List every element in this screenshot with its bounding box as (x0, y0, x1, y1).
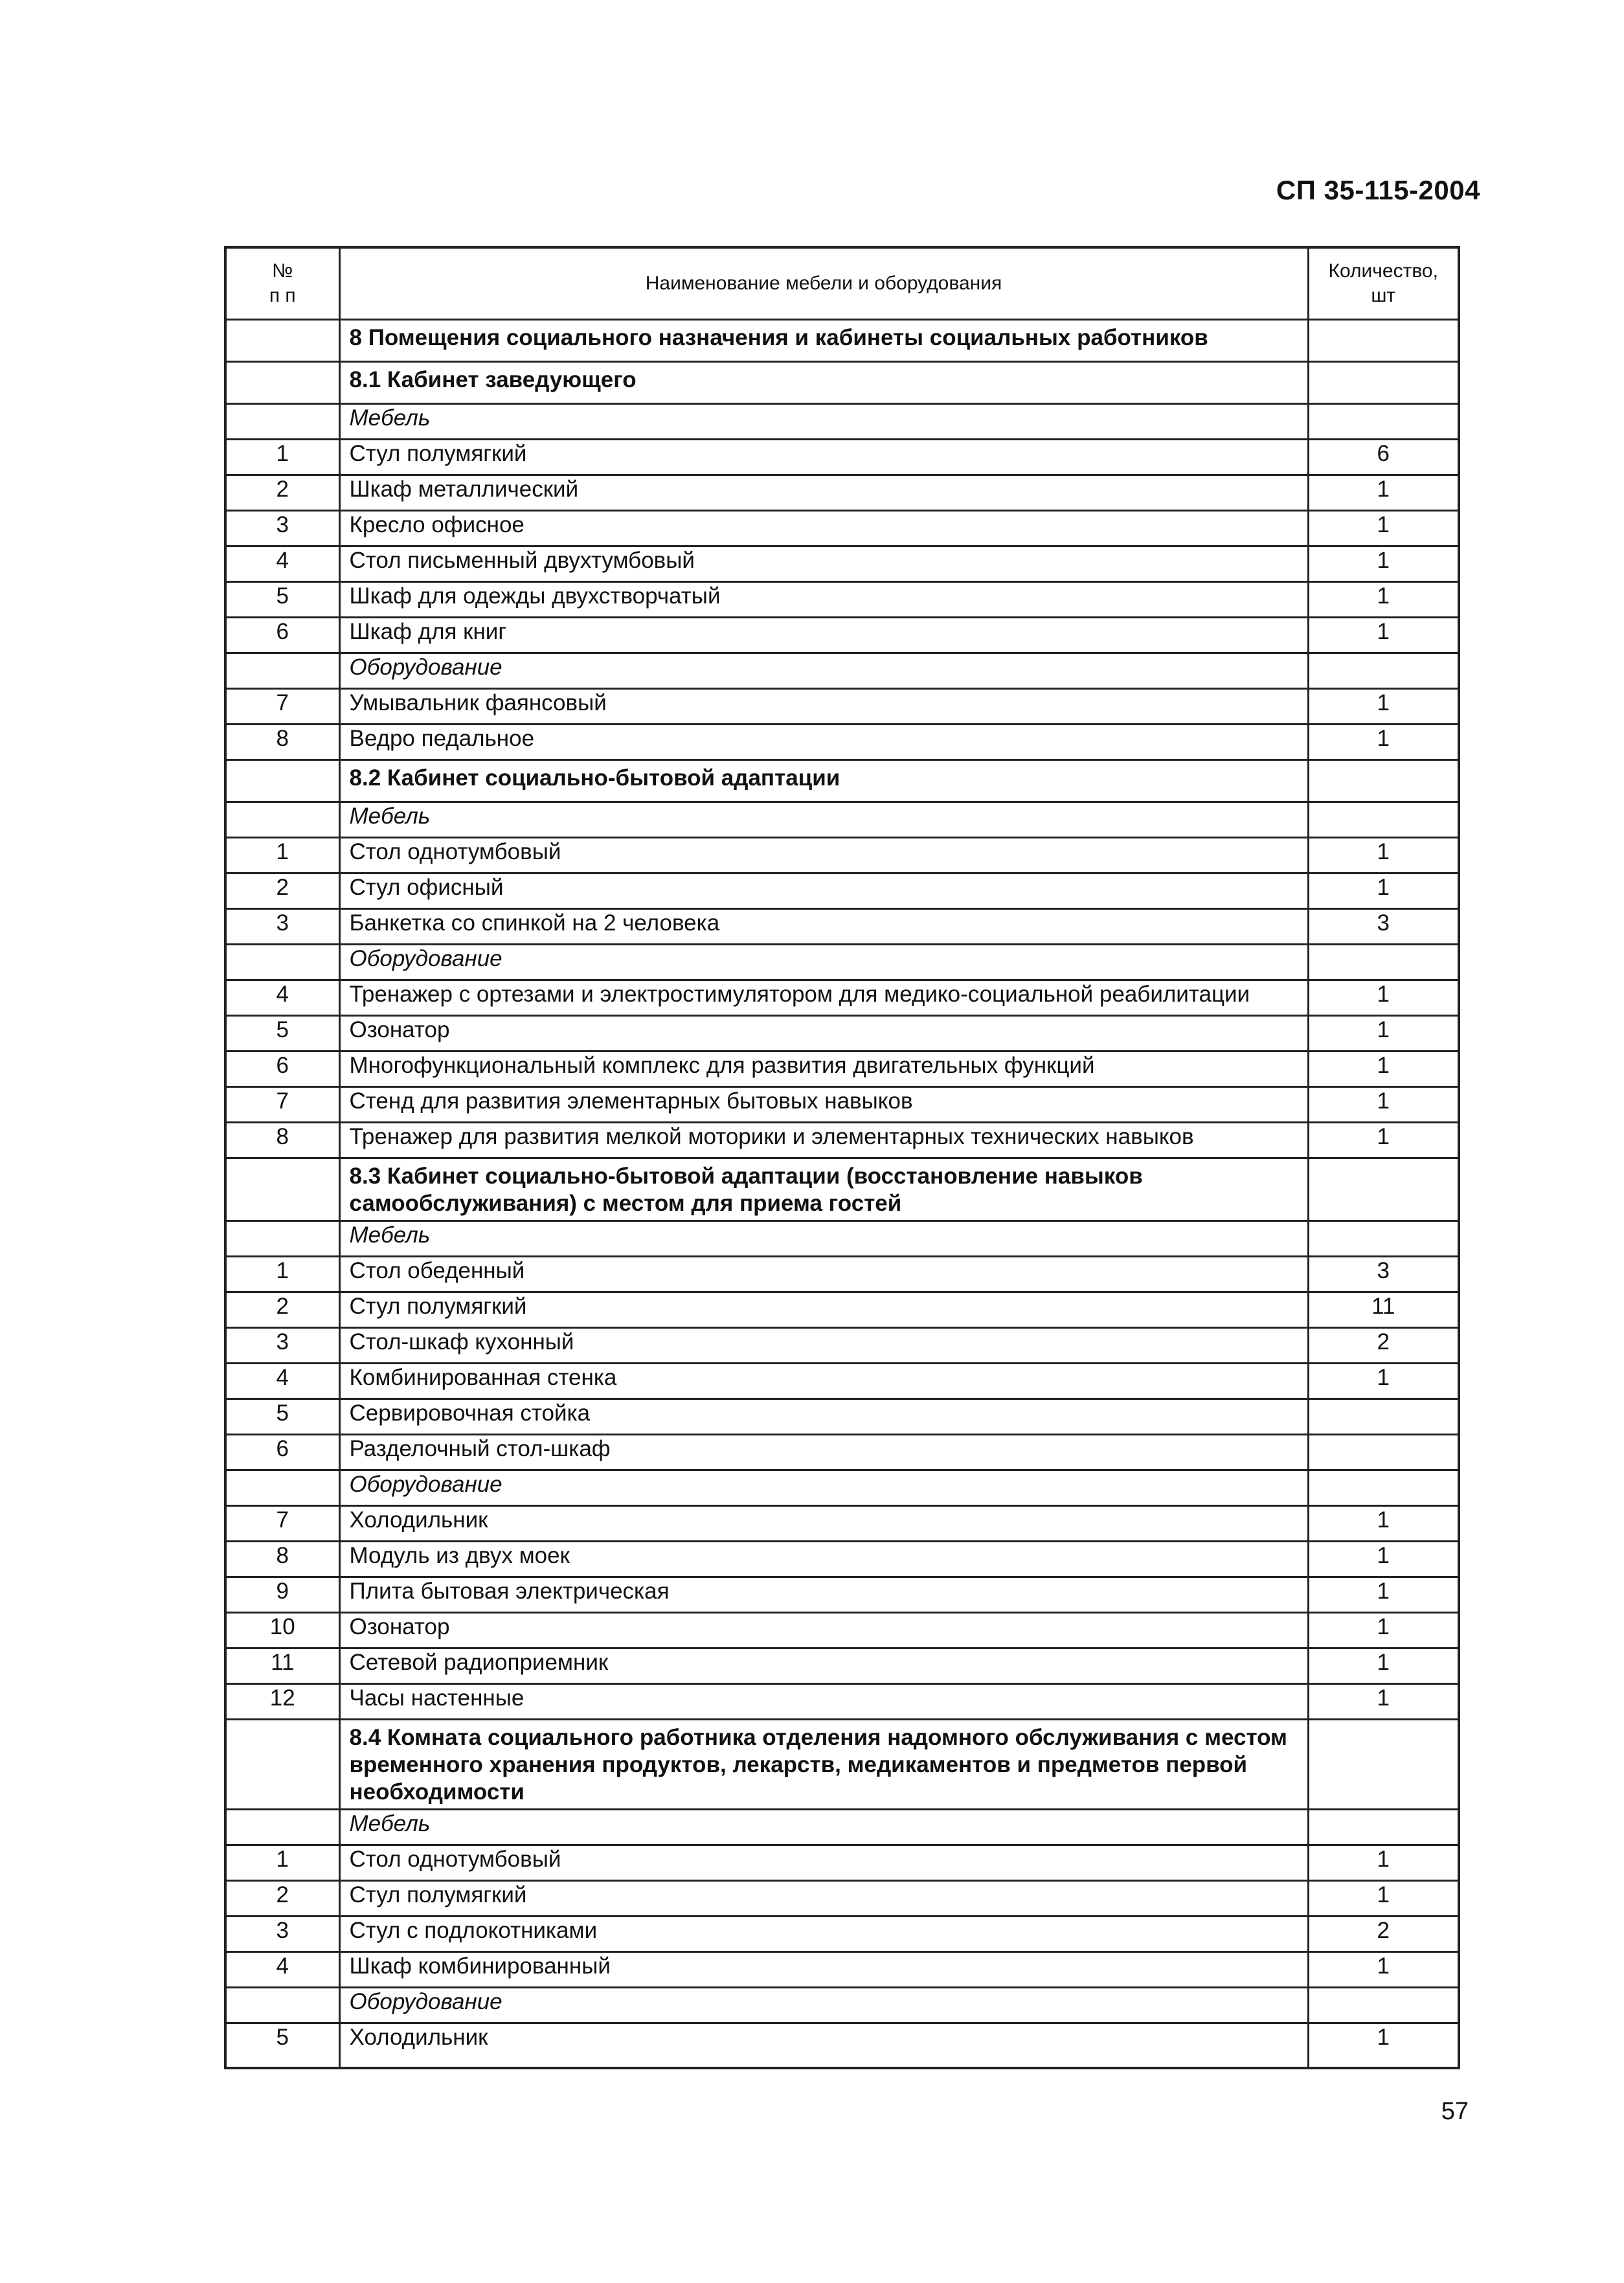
row-number-cell: 6 (225, 618, 339, 653)
item-name-cell: Мебель (339, 802, 1308, 838)
row-number-cell: 2 (225, 873, 339, 909)
row-number-cell: 7 (225, 1506, 339, 1542)
row-number-cell: 8 (225, 1542, 339, 1577)
table-row (225, 1952, 1459, 1988)
item-name-cell: Оборудование (339, 1988, 1308, 2023)
item-name-cell: Оборудование (339, 653, 1308, 689)
table-row (225, 1292, 1459, 1328)
row-number-cell: 2 (225, 1292, 339, 1328)
quantity-cell: 1 (1308, 1952, 1459, 1988)
item-name-cell: Стол-шкаф кухонный (339, 1328, 1308, 1364)
row-number-cell: 7 (225, 689, 339, 725)
quantity-cell (1308, 1435, 1459, 1470)
item-name-cell: Модуль из двух моек (339, 1542, 1308, 1577)
table-row (225, 909, 1459, 945)
table-row (225, 725, 1459, 760)
quantity-cell: 1 (1308, 1123, 1459, 1158)
quantity-cell: 2 (1308, 1328, 1459, 1364)
row-number-cell: 3 (225, 1917, 339, 1952)
item-name-cell: Оборудование (339, 945, 1308, 980)
quantity-cell (1308, 1988, 1459, 2023)
item-name-cell: 8 Помещения социального назначения и кабинеты социальных работников (339, 320, 1308, 362)
quantity-cell: 11 (1308, 1292, 1459, 1328)
table-row (225, 2023, 1459, 2069)
quantity-cell (1308, 760, 1459, 802)
category-row (225, 802, 1459, 838)
row-number-cell (225, 1221, 339, 1257)
table-row (225, 1257, 1459, 1292)
table-row (225, 1016, 1459, 1052)
row-number-cell: 10 (225, 1613, 339, 1648)
quantity-cell: 1 (1308, 689, 1459, 725)
quantity-cell: 2 (1308, 1917, 1459, 1952)
row-number-cell: 12 (225, 1684, 339, 1720)
quantity-cell: 1 (1308, 475, 1459, 511)
section-row (225, 320, 1459, 362)
table-row (225, 1123, 1459, 1158)
row-number-cell: 4 (225, 546, 339, 582)
category-row (225, 1988, 1459, 2023)
item-name-cell: Стул с подлокотниками (339, 1917, 1308, 1952)
table-row (225, 1364, 1459, 1399)
row-number-cell (225, 1158, 339, 1221)
row-number-cell: 8 (225, 725, 339, 760)
page-number: 57 (1441, 2098, 1469, 2125)
table-row (225, 618, 1459, 653)
row-number-cell: 2 (225, 475, 339, 511)
table-row (225, 1845, 1459, 1881)
section-row (225, 1158, 1459, 1221)
category-row (225, 653, 1459, 689)
table-row (225, 582, 1459, 618)
table-row (225, 838, 1459, 873)
quantity-cell (1308, 1399, 1459, 1435)
row-number-cell (225, 1988, 339, 2023)
section-row (225, 362, 1459, 404)
row-number-cell: 3 (225, 909, 339, 945)
table-row (225, 1399, 1459, 1435)
item-name-cell: Стол однотумбовый (339, 838, 1308, 873)
quantity-cell: 3 (1308, 909, 1459, 945)
item-name-cell: Многофункциональный комплекс для развития двигательных функций (339, 1052, 1308, 1087)
quantity-cell: 1 (1308, 618, 1459, 653)
item-name-cell: Мебель (339, 1221, 1308, 1257)
item-name-cell: Плита бытовая электрическая (339, 1577, 1308, 1613)
quantity-cell: 6 (1308, 440, 1459, 475)
quantity-cell (1308, 1158, 1459, 1221)
category-row (225, 1810, 1459, 1845)
row-number-cell: 5 (225, 2023, 339, 2069)
quantity-cell: 1 (1308, 725, 1459, 760)
item-name-cell: 8.2 Кабинет социально-бытовой адаптации (339, 760, 1308, 802)
row-number-cell: 1 (225, 440, 339, 475)
item-name-cell: Комбинированная стенка (339, 1364, 1308, 1399)
table-row (225, 1087, 1459, 1123)
quantity-cell: 1 (1308, 1506, 1459, 1542)
item-name-cell: Стол обеденный (339, 1257, 1308, 1292)
table-header-row (225, 247, 1459, 320)
table-body (225, 320, 1459, 2069)
category-row (225, 945, 1459, 980)
row-number-cell: 1 (225, 838, 339, 873)
table-row (225, 1542, 1459, 1577)
row-number-cell: 6 (225, 1052, 339, 1087)
table-row (225, 511, 1459, 546)
table-row (225, 475, 1459, 511)
quantity-cell (1308, 945, 1459, 980)
item-name-cell: Стул офисный (339, 873, 1308, 909)
item-name-cell: Мебель (339, 404, 1308, 440)
item-name-cell: Шкаф для книг (339, 618, 1308, 653)
row-number-cell: 7 (225, 1087, 339, 1123)
item-name-cell: Часы настенные (339, 1684, 1308, 1720)
quantity-cell: 1 (1308, 1052, 1459, 1087)
quantity-cell (1308, 1720, 1459, 1810)
row-number-cell (225, 1810, 339, 1845)
row-number-cell: 6 (225, 1435, 339, 1470)
table-row (225, 1684, 1459, 1720)
row-number-cell (225, 802, 339, 838)
quantity-cell: 1 (1308, 838, 1459, 873)
row-number-cell (225, 320, 339, 362)
section-row (225, 1720, 1459, 1810)
quantity-cell (1308, 653, 1459, 689)
quantity-cell: 1 (1308, 1684, 1459, 1720)
item-name-cell: Холодильник (339, 1506, 1308, 1542)
table-row (225, 1577, 1459, 1613)
row-number-cell: 4 (225, 1952, 339, 1988)
equipment-table (224, 246, 1460, 2069)
row-number-cell (225, 404, 339, 440)
item-name-cell: Озонатор (339, 1016, 1308, 1052)
row-number-cell: 3 (225, 511, 339, 546)
row-number-cell: 1 (225, 1845, 339, 1881)
category-row (225, 1221, 1459, 1257)
quantity-cell: 1 (1308, 1364, 1459, 1399)
item-name-cell: Стул полумягкий (339, 440, 1308, 475)
table-row (225, 980, 1459, 1016)
quantity-cell: 1 (1308, 1016, 1459, 1052)
table-row (225, 1506, 1459, 1542)
row-number-cell (225, 945, 339, 980)
table-row (225, 440, 1459, 475)
item-name-cell: Сетевой радиоприемник (339, 1648, 1308, 1684)
quantity-cell (1308, 1221, 1459, 1257)
table-row (225, 689, 1459, 725)
quantity-cell (1308, 1470, 1459, 1506)
table-row (225, 1328, 1459, 1364)
table-row (225, 1613, 1459, 1648)
table-row (225, 1052, 1459, 1087)
quantity-cell: 1 (1308, 1577, 1459, 1613)
column-header-name: Наименование мебели и оборудования (339, 247, 1308, 320)
quantity-cell: 1 (1308, 1087, 1459, 1123)
row-number-cell: 5 (225, 1016, 339, 1052)
quantity-cell (1308, 362, 1459, 404)
quantity-cell (1308, 1810, 1459, 1845)
table-row (225, 1917, 1459, 1952)
table-row (225, 1881, 1459, 1917)
row-number-cell: 9 (225, 1577, 339, 1613)
item-name-cell: Разделочный стол-шкаф (339, 1435, 1308, 1470)
row-number-cell (225, 653, 339, 689)
quantity-cell (1308, 320, 1459, 362)
quantity-cell: 1 (1308, 546, 1459, 582)
item-name-cell: Шкаф для одежды двухстворчатый (339, 582, 1308, 618)
item-name-cell: Мебель (339, 1810, 1308, 1845)
item-name-cell: Оборудование (339, 1470, 1308, 1506)
item-name-cell: Умывальник фаянсовый (339, 689, 1308, 725)
item-name-cell: Тренажер с ортезами и электростимулятором для медико-социальной реабилитации (339, 980, 1308, 1016)
item-name-cell: Озонатор (339, 1613, 1308, 1648)
quantity-cell: 1 (1308, 582, 1459, 618)
row-number-cell: 3 (225, 1328, 339, 1364)
column-header-quantity: Количество, шт (1308, 247, 1459, 320)
item-name-cell: Тренажер для развития мелкой моторики и элементарных технических навыков (339, 1123, 1308, 1158)
row-number-cell: 1 (225, 1257, 339, 1292)
table-row (225, 546, 1459, 582)
item-name-cell: Кресло офисное (339, 511, 1308, 546)
item-name-cell: Стул полумягкий (339, 1881, 1308, 1917)
row-number-cell: 5 (225, 582, 339, 618)
quantity-cell: 1 (1308, 1845, 1459, 1881)
quantity-cell: 1 (1308, 1542, 1459, 1577)
section-row (225, 760, 1459, 802)
row-number-cell: 4 (225, 980, 339, 1016)
document-code: СП 35-115-2004 (1276, 175, 1480, 205)
quantity-cell: 1 (1308, 1648, 1459, 1684)
row-number-cell (225, 760, 339, 802)
row-number-cell: 4 (225, 1364, 339, 1399)
item-name-cell: 8.3 Кабинет социально-бытовой адаптации (восстановление навыков самообслуживания) с местом для приема гостей (339, 1158, 1308, 1221)
quantity-cell: 3 (1308, 1257, 1459, 1292)
row-number-cell (225, 1470, 339, 1506)
quantity-cell: 1 (1308, 873, 1459, 909)
row-number-cell (225, 362, 339, 404)
row-number-cell: 11 (225, 1648, 339, 1684)
column-header-number: № п п (225, 247, 339, 320)
item-name-cell: Холодильник (339, 2023, 1308, 2069)
quantity-cell: 1 (1308, 511, 1459, 546)
quantity-cell: 1 (1308, 980, 1459, 1016)
row-number-cell: 5 (225, 1399, 339, 1435)
table-row (225, 873, 1459, 909)
quantity-cell (1308, 404, 1459, 440)
item-name-cell: Сервировочная стойка (339, 1399, 1308, 1435)
quantity-cell: 1 (1308, 2023, 1459, 2069)
quantity-cell: 1 (1308, 1613, 1459, 1648)
row-number-cell (225, 1720, 339, 1810)
category-row (225, 404, 1459, 440)
table-row (225, 1648, 1459, 1684)
item-name-cell: Стол письменный двухтумбовый (339, 546, 1308, 582)
category-row (225, 1470, 1459, 1506)
table-row (225, 1435, 1459, 1470)
row-number-cell: 8 (225, 1123, 339, 1158)
item-name-cell: 8.4 Комната социального работника отделения надомного обслуживания с местом временного хранения продуктов, лекарств, медикаментов и предметов первой необходимости (339, 1720, 1308, 1810)
item-name-cell: Шкаф комбинированный (339, 1952, 1308, 1988)
quantity-cell: 1 (1308, 1881, 1459, 1917)
item-name-cell: Банкетка со спинкой на 2 человека (339, 909, 1308, 945)
item-name-cell: Ведро педальное (339, 725, 1308, 760)
row-number-cell: 2 (225, 1881, 339, 1917)
item-name-cell: 8.1 Кабинет заведующего (339, 362, 1308, 404)
item-name-cell: Стенд для развития элементарных бытовых навыков (339, 1087, 1308, 1123)
item-name-cell: Стол однотумбовый (339, 1845, 1308, 1881)
item-name-cell: Шкаф металлический (339, 475, 1308, 511)
item-name-cell: Стул полумягкий (339, 1292, 1308, 1328)
quantity-cell (1308, 802, 1459, 838)
